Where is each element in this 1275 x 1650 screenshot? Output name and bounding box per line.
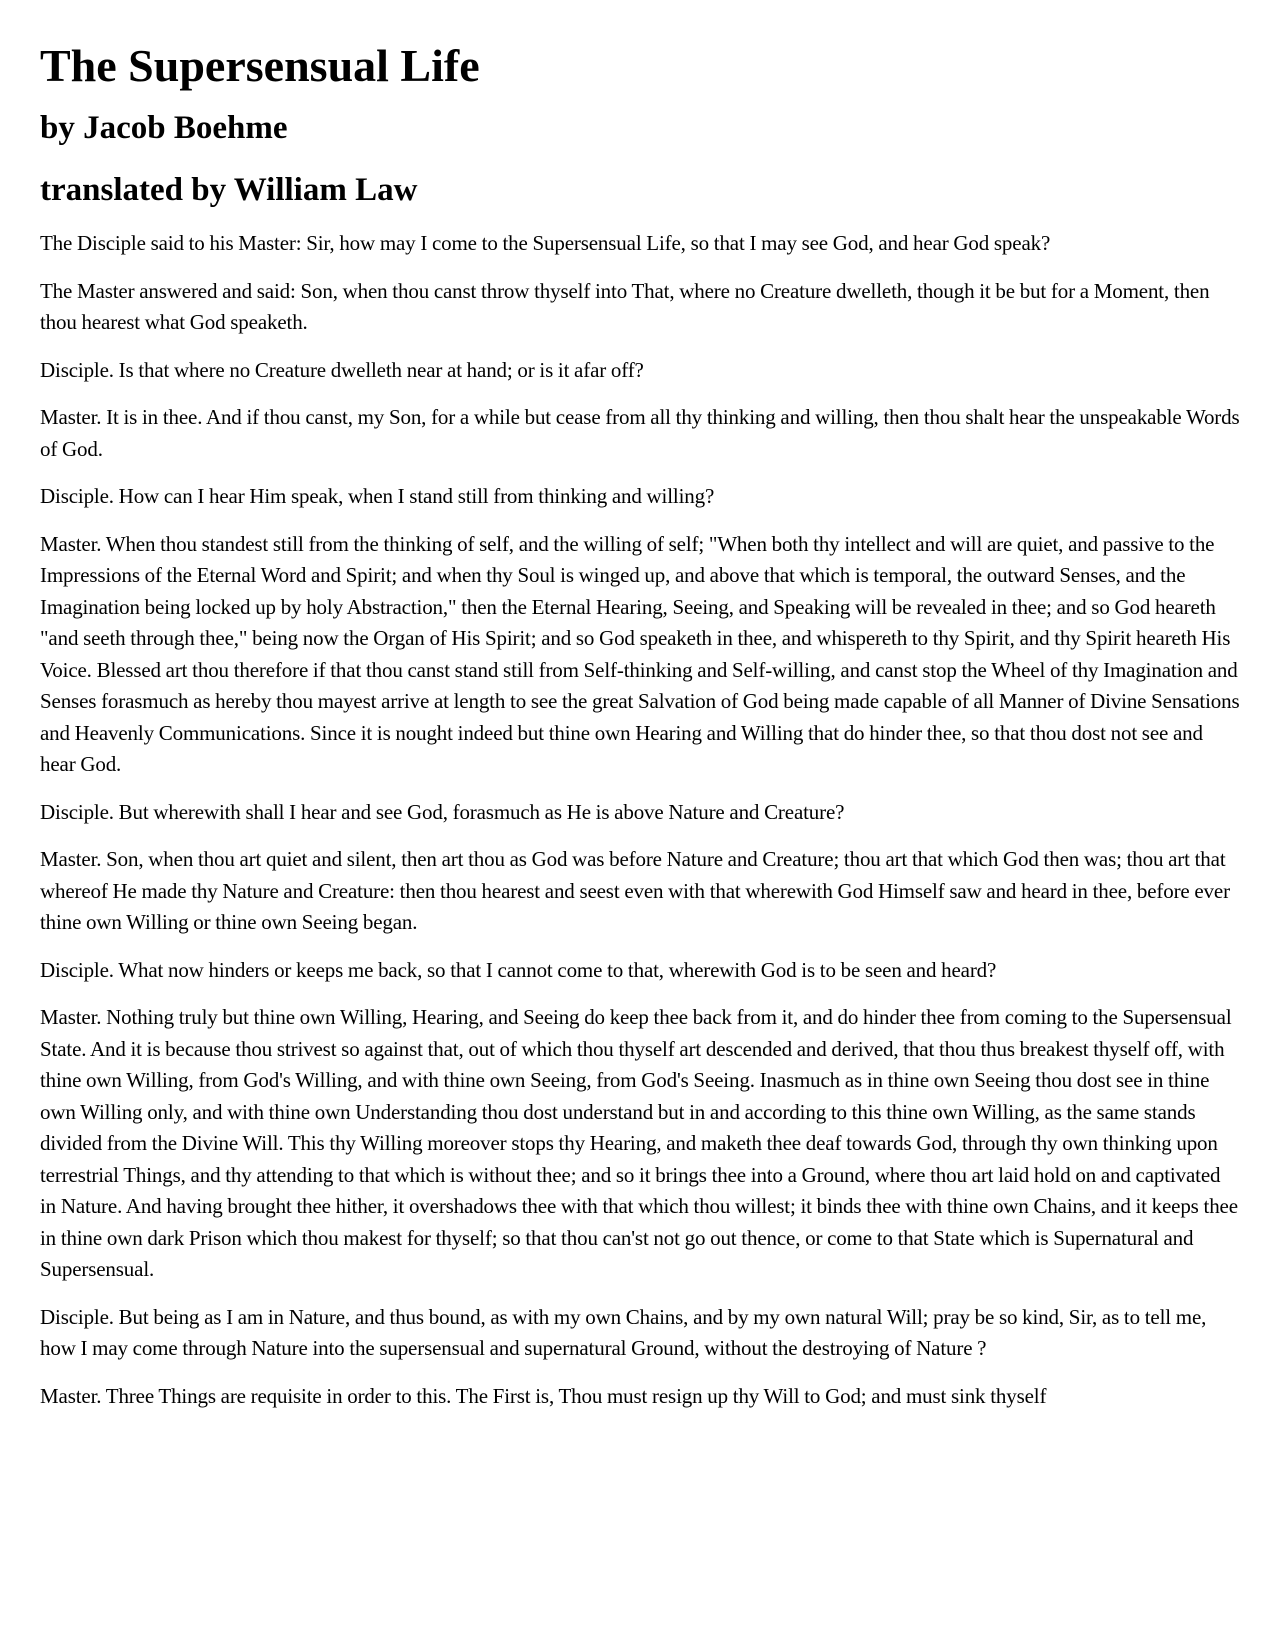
- paragraph: Disciple. Is that where no Creature dwelleth near at hand; or is it afar off?: [40, 357, 644, 382]
- translator-line: translated by William Law: [40, 172, 418, 208]
- paragraph: Disciple. But being as I am in Nature, and thus bound, as with my own Chains, and by my own natural Will; pray be so kind, Sir, as to tell me, how I may come through Nature into the supersensual and supernatural Ground, without the destroying of Nature ?: [40, 1304, 1207, 1360]
- paragraph: Master. When thou standest still from the thinking of self, and the willing of self; "When both thy intellect and will are quiet, and passive to the Impressions of the Eternal Word and Spirit; and when thy Soul is winged up, and above that which is temporal, the outward Senses, and the Imagination being locked up by holy Abstraction," then the Eternal Hearing, Seeing, and Speaking will be revealed in thee; and so God heareth "and seeth through thee," being now the Organ of His Spirit; and so God speaketh in thee, and whispereth to thy Spirit, and thy Spirit heareth His Voice. Blessed art thou therefore if that thou canst stand still from Self-thinking and Self-willing, and canst stop the Wheel of thy Imagination and Senses forasmuch as hereby thou mayest arrive at length to see the great Salvation of God being made capable of all Manner of Divine Sensations and Heavenly Communications. Since it is nought indeed but thine own Hearing and Willing that do hinder thee, so that thou dost not see and hear God.: [40, 531, 1240, 776]
- paragraph: Master. It is in thee. And if thou canst, my Son, for a while but cease from all thy thinking and willing, then thou shalt hear the unspeakable Words of God.: [40, 405, 1240, 461]
- document-title: The Supersensual Life: [40, 40, 480, 91]
- paragraph: Disciple. How can I hear Him speak, when I stand still from thinking and willing?: [40, 484, 715, 508]
- paragraph: Master. Three Things are requisite in order to this. The First is, Thou must resign up thy Will to God; and must sink thyself: [40, 1383, 1047, 1408]
- paragraph: The Disciple said to his Master: Sir, how may I come to the Supersensual Life, so that I may see God, and hear God speak?: [40, 231, 1051, 255]
- author-line: by Jacob Boehme: [40, 110, 288, 146]
- document-page: [40, 40, 1240, 1428]
- paragraph: The Master answered and said: Son, when thou canst throw thyself into That, where no Creature dwelleth, though it be but for a Moment, then thou hearest what God speaketh.: [40, 278, 1210, 334]
- paragraph: Master. Son, when thou art quiet and silent, then art thou as God was before Nature and Creature; thou art that which God then was; thou art that whereof He made thy Nature and Creature: then thou hearest and seest even with that wherewith God Himself saw and heard in thee, before ever thine own Willing or thine own Seeing began.: [40, 847, 1230, 934]
- paragraph: Disciple. But wherewith shall I hear and see God, forasmuch as He is above Nature and Creature?: [40, 799, 845, 824]
- paragraph: Disciple. What now hinders or keeps me back, so that I cannot come to that, wherewith God is to be seen and heard?: [40, 957, 997, 982]
- paragraph: Master. Nothing truly but thine own Willing, Hearing, and Seeing do keep thee back from it, and do hinder thee from coming to the Supersensual State. And it is because thou strivest so against that, out of which thou thyself art descended and derived, that thou thus breakest thyself off, with thine own Willing, from God's Willing, and with thine own Seeing, from God's Seeing. Inasmuch as in thine own Seeing thou dost see in thine own Willing only, and with thine own Understanding thou dost understand but in and according to this thine own Willing, as the same stands divided from the Divine Will. This thy Willing moreover stops thy Hearing, and maketh thee deaf towards God, through thy own thinking upon terrestrial Things, and thy attending to that which is without thee; and so it brings thee into a Ground, where thou art laid hold on and captivated in Nature. And having brought thee hither, it overshadows thee with that which thou willest; it binds thee with thine own Chains, and it keeps thee in thine own dark Prison which thou makest for thyself; so that thou can'st not go out thence, or come to that State which is Supernatural and Supersensual.: [40, 1005, 1238, 1281]
